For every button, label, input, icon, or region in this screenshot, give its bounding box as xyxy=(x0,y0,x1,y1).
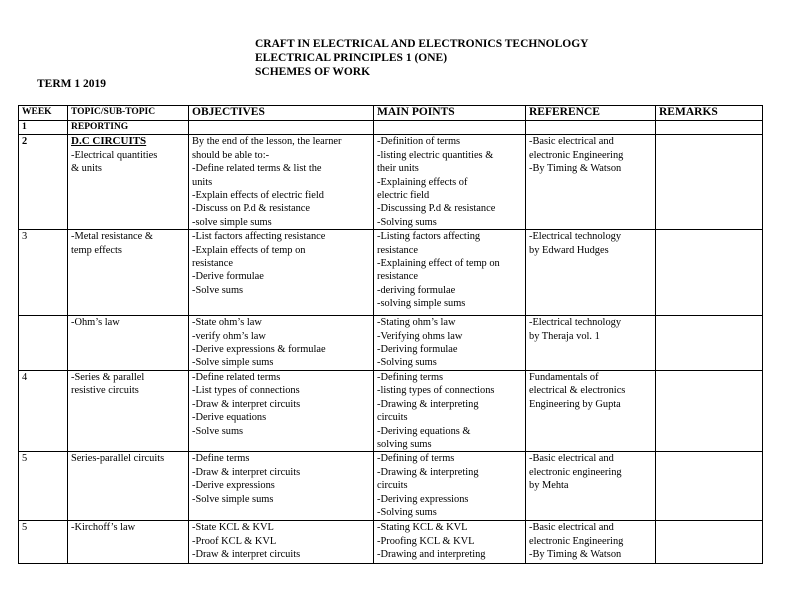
cell-line: units xyxy=(192,176,213,188)
week-cell: 3 xyxy=(19,230,68,316)
term-label: TERM 1 2019 xyxy=(37,78,106,90)
cell-line: electronic engineering xyxy=(529,466,622,478)
cell-line: -Draw & interpret circuits xyxy=(192,466,301,478)
topic-cell xyxy=(68,452,189,521)
cell-line: -State KCL & KVL xyxy=(192,522,274,534)
cell-line: Engineering by Gupta xyxy=(529,398,621,410)
cell-line: electronic Engineering xyxy=(529,535,624,547)
cell-line: -List factors affecting resistance xyxy=(192,231,326,243)
cell-line: -Basic electrical and xyxy=(529,136,614,148)
week-cell xyxy=(19,316,68,371)
cell-line: -Drawing & interpreting xyxy=(377,398,479,410)
week-cell: 1 xyxy=(19,121,68,135)
cell-line: -Draw & interpret circuits xyxy=(192,549,301,561)
week-cell: 4 xyxy=(19,370,68,451)
cell-line: temp effects xyxy=(71,244,122,256)
remarks-cell xyxy=(656,316,763,371)
cell-line: -listing electric quantities & xyxy=(377,149,494,161)
cell-line: -Define related terms xyxy=(192,371,281,383)
cell-line: -Solving sums xyxy=(377,506,437,518)
table-row xyxy=(19,452,763,521)
week-cell: 2 xyxy=(19,135,68,230)
cell-line: -verify ohm’s law xyxy=(192,330,266,342)
cell-line: -Deriving expressions xyxy=(377,493,469,505)
table-header-row xyxy=(19,106,763,121)
week-cell: 5 xyxy=(19,452,68,521)
cell-line: -Drawing & interpreting xyxy=(377,466,479,478)
table-row xyxy=(19,521,763,564)
remarks-cell xyxy=(656,230,763,316)
cell-line: -Stating KCL & KVL xyxy=(377,522,468,534)
cell-line: -Definition of terms xyxy=(377,136,461,148)
cell-line: -Define related terms & list the xyxy=(192,163,322,175)
cell-line: -By Timing & Watson xyxy=(529,549,622,561)
cell-line: -Discuss on P.d & resistance xyxy=(192,203,311,215)
column-header-remarks: REMARKS xyxy=(656,106,763,121)
topic-cell xyxy=(68,521,189,564)
cell-line: -Solve simple sums xyxy=(192,357,274,369)
table-row xyxy=(19,230,763,316)
reference-cell xyxy=(526,370,656,451)
remarks-cell xyxy=(656,135,763,230)
objectives-cell xyxy=(189,316,374,371)
main-points-cell xyxy=(374,121,526,135)
cell-line: -Solving sums xyxy=(377,216,437,228)
reference-cell xyxy=(526,452,656,521)
cell-line: circuits xyxy=(377,480,408,492)
cell-line: -Kirchoff’s law xyxy=(71,522,136,534)
course-title: CRAFT IN ELECTRICAL AND ELECTRONICS TECHNOLOGY xyxy=(255,38,589,50)
objectives-cell xyxy=(189,135,374,230)
main-points-cell xyxy=(374,452,526,521)
cell-line: -Derive expressions & formulae xyxy=(192,344,326,356)
main-points-cell xyxy=(374,316,526,371)
objectives-cell xyxy=(189,521,374,564)
cell-line: -Electrical technology xyxy=(529,231,622,243)
main-points-cell xyxy=(374,370,526,451)
reference-cell xyxy=(526,521,656,564)
cell-line: -Solve sums xyxy=(192,425,244,437)
objectives-cell xyxy=(189,370,374,451)
reference-cell xyxy=(526,121,656,135)
cell-line: -Explaining effect of temp on xyxy=(377,258,500,270)
reference-cell xyxy=(526,316,656,371)
cell-line: should be able to:- xyxy=(192,149,270,161)
cell-line: solving sums xyxy=(377,438,432,450)
topic-cell xyxy=(68,316,189,371)
remarks-cell xyxy=(656,452,763,521)
topic-heading: D.C CIRCUITS xyxy=(71,135,147,148)
cell-line: -Defining terms xyxy=(377,371,444,383)
cell-line: circuits xyxy=(377,412,408,424)
column-header-main-points: MAIN POINTS xyxy=(374,106,526,121)
cell-line: resistive circuits xyxy=(71,385,139,397)
cell-line: -Proof KCL & KVL xyxy=(192,535,277,547)
cell-line: -Define terms xyxy=(192,453,250,465)
schemes-of-work-table xyxy=(18,105,763,564)
column-header-objectives: OBJECTIVES xyxy=(189,106,374,121)
cell-line: -By Timing & Watson xyxy=(529,163,622,175)
cell-line: -State ohm’s law xyxy=(192,317,262,329)
reference-cell xyxy=(526,230,656,316)
cell-line: -Ohm’s law xyxy=(71,317,120,329)
cell-line: Series-parallel circuits xyxy=(71,453,165,465)
table-row xyxy=(19,135,763,230)
cell-line: -solving simple sums xyxy=(377,298,466,310)
cell-line: by Theraja vol. 1 xyxy=(529,330,600,342)
cell-line: & units xyxy=(71,163,102,175)
document-title: SCHEMES OF WORK xyxy=(255,66,371,78)
week-cell: 5 xyxy=(19,521,68,564)
cell-line: -Listing factors affecting xyxy=(377,231,481,243)
cell-line: -Derive formulae xyxy=(192,271,264,283)
cell-line: -Derive expressions xyxy=(192,480,275,492)
cell-line: by Mehta xyxy=(529,480,569,492)
main-points-cell xyxy=(374,135,526,230)
cell-line: -deriving formulae xyxy=(377,284,456,296)
cell-line: -Solve simple sums xyxy=(192,493,274,505)
cell-line: electric field xyxy=(377,190,430,202)
cell-line: -Solving sums xyxy=(377,357,437,369)
cell-line: -Basic electrical and xyxy=(529,522,614,534)
cell-line: -Basic electrical and xyxy=(529,453,614,465)
objectives-cell xyxy=(189,230,374,316)
cell-line: -Discussing P.d & resistance xyxy=(377,203,496,215)
column-header-reference: REFERENCE xyxy=(526,106,656,121)
cell-line: -Explain effects of electric field xyxy=(192,190,324,202)
cell-line: -Verifying ohms law xyxy=(377,330,463,342)
cell-line: -Drawing and interpreting xyxy=(377,549,486,561)
main-points-cell xyxy=(374,521,526,564)
objectives-cell xyxy=(189,452,374,521)
cell-line: resistance xyxy=(377,271,418,283)
document-title-block xyxy=(255,37,588,79)
cell-line: -Deriving equations & xyxy=(377,425,471,437)
main-points-cell xyxy=(374,230,526,316)
column-header-topic: TOPIC/SUB-TOPIC xyxy=(68,106,189,121)
remarks-cell xyxy=(656,121,763,135)
cell-line: their units xyxy=(377,163,419,175)
table-row xyxy=(19,316,763,371)
subject-title: ELECTRICAL PRINCIPLES 1 (ONE) xyxy=(255,52,448,64)
cell-line: resistance xyxy=(192,258,233,270)
cell-line: -Proofing KCL & KVL xyxy=(377,535,475,547)
table-row xyxy=(19,370,763,451)
topic-cell: REPORTING xyxy=(68,121,189,135)
cell-line: -Deriving formulae xyxy=(377,344,458,356)
column-header-week: WEEK xyxy=(19,106,68,121)
reporting-row xyxy=(19,121,763,135)
cell-line: -List types of connections xyxy=(192,385,300,397)
objectives-cell xyxy=(189,121,374,135)
topic-cell xyxy=(68,230,189,316)
cell-line: -Electrical quantities xyxy=(71,149,158,161)
cell-line: By the end of the lesson, the learner xyxy=(192,136,342,148)
remarks-cell xyxy=(656,370,763,451)
cell-line: -solve simple sums xyxy=(192,216,272,228)
cell-line: -Stating ohm’s law xyxy=(377,317,456,329)
cell-line: -Solve sums xyxy=(192,284,244,296)
cell-line: electrical & electronics xyxy=(529,385,626,397)
cell-line: -Draw & interpret circuits xyxy=(192,398,301,410)
cell-line: resistance xyxy=(377,244,418,256)
cell-line: -Defining of terms xyxy=(377,453,455,465)
cell-line: -listing types of connections xyxy=(377,385,495,397)
cell-line: -Electrical technology xyxy=(529,317,622,329)
cell-line: -Series & parallel xyxy=(71,371,145,383)
cell-line: -Explain effects of temp on xyxy=(192,244,306,256)
cell-line: -Explaining effects of xyxy=(377,176,468,188)
remarks-cell xyxy=(656,521,763,564)
topic-cell xyxy=(68,370,189,451)
cell-line: -Derive equations xyxy=(192,412,267,424)
cell-line: -Metal resistance & xyxy=(71,231,153,243)
topic-cell xyxy=(68,135,189,230)
reference-cell xyxy=(526,135,656,230)
cell-line: by Edward Hudges xyxy=(529,244,609,256)
cell-line: Fundamentals of xyxy=(529,371,599,383)
cell-line: electronic Engineering xyxy=(529,149,624,161)
